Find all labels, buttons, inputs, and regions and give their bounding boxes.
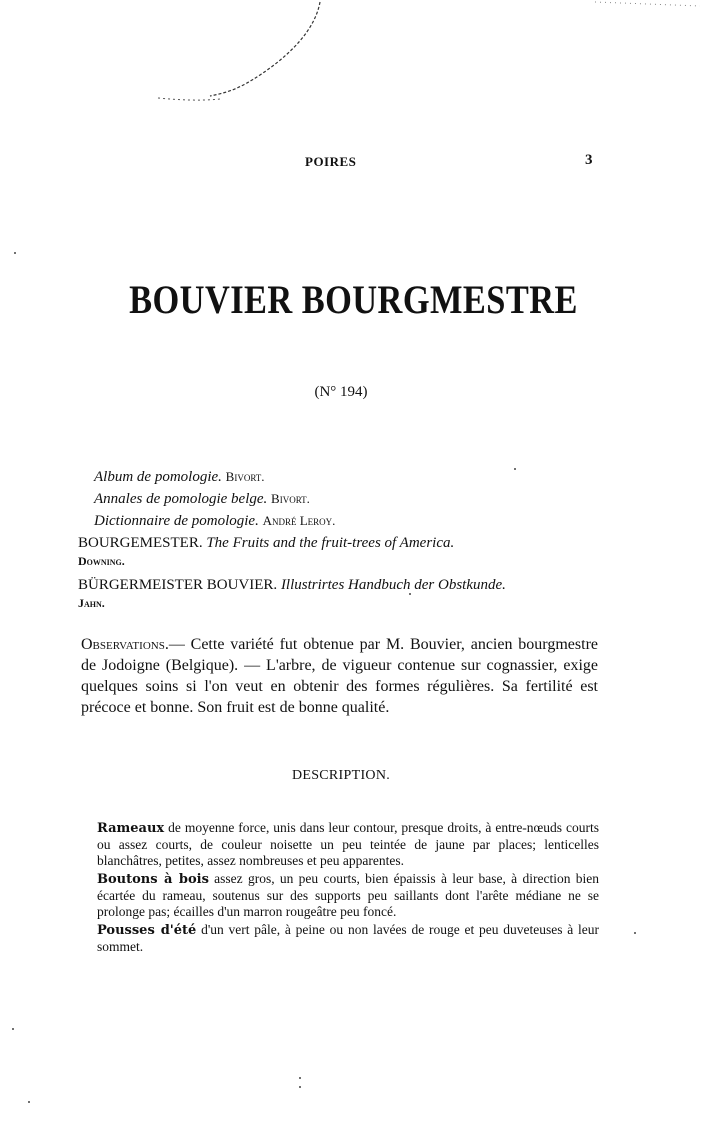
description-entry	[81, 922, 599, 955]
reference-author: Downing.	[78, 554, 125, 568]
description-text: d'un vert pâle, à peine ou non lavées de rouge et peu duveteuses à leur sommet.	[97, 922, 599, 954]
references-list	[78, 466, 608, 616]
variety-number: (N° 194)	[314, 384, 368, 400]
reference-item	[78, 510, 608, 532]
observations-lead: Observations.	[81, 636, 169, 653]
reference-work: Annales de pomologie belge.	[94, 491, 268, 507]
reference-item	[78, 532, 608, 568]
reference-item	[78, 466, 608, 488]
description-text: de moyenne force, unis dans leur contour, presque droits, à entre-nœuds courts ou assez courts, de couleur noisette un peu teintée de jaune par places; lenticelles blanchâtres, petites, assez nombreuses et peu apparentes.	[97, 820, 599, 868]
description-text: assez gros, un peu courts, bien épaissis à leur base, à direction bien écartée du rameau, soutenus sur des supports peu saillants dont l'arête médiane ne se prolonge pas; écailles d'un marron rougeâtre peu foncé.	[97, 871, 599, 919]
reference-item	[78, 488, 608, 510]
reference-author: Jahn.	[78, 596, 105, 610]
speck	[14, 252, 16, 254]
speck	[299, 1077, 301, 1079]
scan-mark-stroke	[150, 0, 707, 110]
description-entry	[81, 820, 599, 869]
speck	[514, 468, 516, 470]
reference-name: BOURGEMESTER.	[78, 535, 203, 551]
reference-work: Album de pomologie.	[94, 469, 222, 485]
description-term: Rameaux	[97, 821, 165, 836]
speck	[28, 1101, 30, 1103]
description-entry	[81, 871, 599, 920]
description-term: Boutons à bois	[97, 872, 209, 887]
description-heading: DESCRIPTION.	[291, 768, 391, 783]
speck	[12, 1028, 14, 1030]
page-title: BOUVIER BOURGMESTRE	[129, 277, 578, 322]
reference-work: Dictionnaire de pomologie.	[94, 513, 259, 529]
reference-work: Illustrirtes Handbuch der Obstkunde.	[280, 577, 506, 593]
running-title: POIRES	[305, 154, 357, 169]
description-term: Pousses d'été	[97, 923, 197, 938]
observations-text: — Cette variété fut obtenue par M. Bouvier, ancien bourgmestre de Jodoigne (Belgique). — L'arbre, de vigueur contenue sur cognassier, exige quelques soins si l'on veut en obtenir des formes régulières. Sa fertilité est précoce et bonne. Son fruit est de bonne qualité.	[81, 636, 598, 716]
page-number: 3	[585, 152, 593, 168]
speck	[634, 932, 636, 934]
speck	[409, 593, 411, 595]
description-body	[81, 820, 599, 957]
reference-work: The Fruits and the fruit-trees of America.	[206, 535, 455, 551]
reference-author: André Leroy.	[262, 513, 336, 528]
observations-paragraph	[81, 634, 598, 718]
reference-author: Bivort.	[225, 469, 265, 484]
speck	[299, 1086, 301, 1088]
reference-item	[78, 574, 608, 610]
reference-author: Bivort.	[271, 491, 310, 506]
reference-name: BÜRGERMEISTER BOUVIER.	[78, 577, 278, 593]
